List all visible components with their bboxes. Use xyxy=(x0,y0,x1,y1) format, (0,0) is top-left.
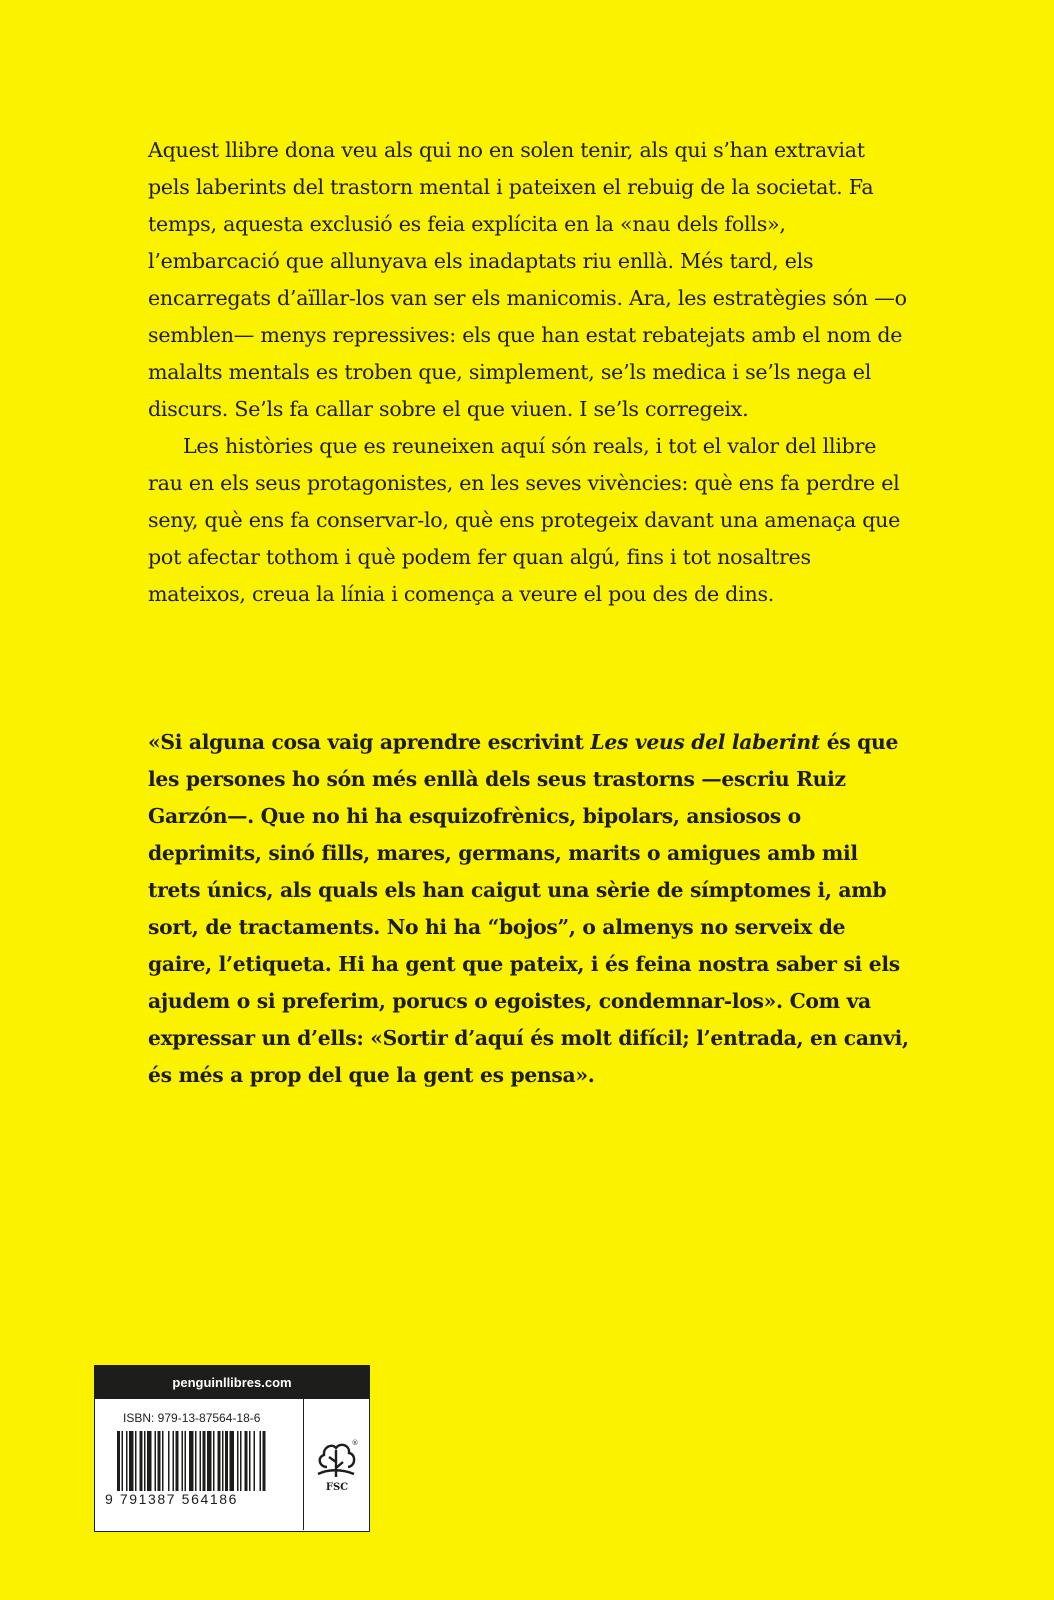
quote-rest: és que les persones ho són més enllà dels seus trastorns —escriu Ruiz Garzón—. Que no hi ha esquizofrènics, bipolars, ansiosos o deprimits, sinó fills, mares, germans, marits o amigues amb mil trets únics, als quals els han caigut una sèrie de símptomes i, amb sort, de tractaments. No hi ha “bojos”, o almenys no serveix de gaire, l’etiqueta. Hi ha gent que pateix, i és feina nostra saber si els ajudem o si preferim, porucs o egoistes, condemnar-los». Com va expressar un d’ells: «Sortir d’aquí és molt difícil; l’entrada, en canvi, és més a prop del que la gent es pensa». xyxy=(148,730,909,1087)
barcode-digits: 9 791387 564186 xyxy=(105,1491,238,1507)
publisher-website: penguinllibres.com xyxy=(95,1366,369,1399)
blurb xyxy=(148,132,910,613)
fsc-registered-mark: ® xyxy=(351,1439,359,1447)
fsc-logo xyxy=(304,1399,369,1530)
isbn-label: ISBN: 979-13-87564-18-6 xyxy=(123,1411,261,1425)
barcode-area xyxy=(95,1399,304,1530)
fsc-label: FSC xyxy=(325,1482,349,1493)
quote-book-title: Les veus del laberint xyxy=(590,730,820,754)
fsc-tree-icon xyxy=(314,1437,360,1493)
blurb-paragraph-1: Aquest llibre dona veu als qui no en solen tenir, als qui s’han extraviat pels laberints del trastorn mental i pateixen el rebuig de la societat. Fa temps, aquesta exclusió es feia explícita en la «nau dels folls», l’embarcació que allunyava els inadaptats riu enllà. Més tard, els encarregats d’aïllar-los van ser els manicomis. Ara, les estratègies són —o semblen— menys repressives: els que han estat rebatejats amb el nom de malalts mentals es troben que, simplement, se’ls medica i se’ls nega el discurs. Se’ls fa callar sobre el que viuen. I se’ls corregeix. xyxy=(148,138,907,421)
quote-lead: «Si alguna cosa vaig aprendre escrivint xyxy=(148,730,591,754)
author-quote xyxy=(148,724,910,1094)
quote-paragraph xyxy=(148,724,910,1094)
barcode-icon xyxy=(117,1431,277,1491)
barcode-box xyxy=(94,1365,370,1532)
blurb-paragraph-2: Les històries que es reuneixen aquí són reals, i tot el valor del llibre rau en els seus protagonistes, en les seves vivències: què ens fa perdre el seny, què ens fa conservar-lo, què ens protegeix davant una amenaça que pot afectar tothom i què podem fer quan algú, fins i tot nosaltres mateixos, creua la línia i comença a veure el pou des de dins. xyxy=(148,434,901,606)
